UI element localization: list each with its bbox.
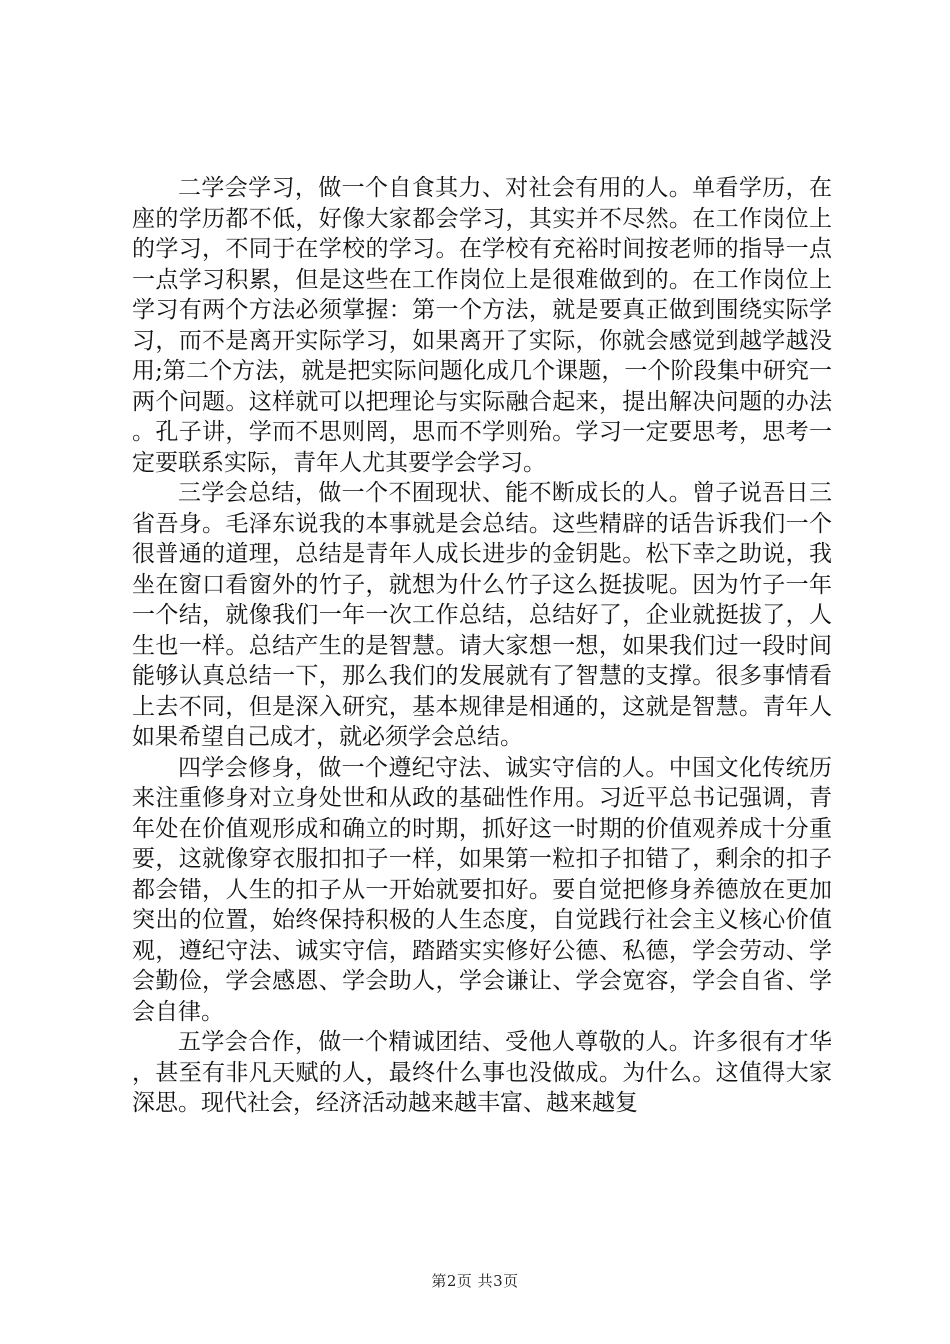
- document-body: [132, 173, 832, 1119]
- paragraph-learning: 二学会学习，做一个自食其力、对社会有用的人。单看学历，在座的学历都不低，好像大家都会学习，其实并不尽然。在工作岗位上的学习，不同于在学校的学习。在学校有充裕时间按老师的指导一点一点学习积累，但是这些在工作岗位上是很难做到的。在工作岗位上学习有两个方法必须掌握：第一个方法，就是要真正做到围绕实际学习，而不是离开实际学习，如果离开了实际，你就会感觉到越学越没用;第二个方法，就是把实际问题化成几个课题，一个阶段集中研究一两个问题。这样就可以把理论与实际融合起来，提出解决问题的办法。孔子讲，学而不思则罔，思而不学则殆。学习一定要思考，思考一定要联系实际，青年人尤其要学会学习。: [132, 175, 832, 476]
- paragraph-cooperation: 五学会合作，做一个精诚团结、受他人尊敬的人。许多很有才华，甚至有非凡天赋的人，最终什么事也没做成。为什么。这值得大家深思。现代社会，经济活动越来越丰富、越来越复: [132, 1029, 832, 1116]
- paragraph-self-cultivation: 四学会修身，做一个遵纪守法、诚实守信的人。中国文化传统历来注重修身对立身处世和从政的基础性作用。习近平总书记强调，青年处在价值观形成和确立的时期，抓好这一时期的价值观养成十分重要，这就像穿衣服扣扣子一样，如果第一粒扣子扣错了，剩余的扣子都会错，人生的扣子从一开始就要扣好。要自觉把修身养德放在更加突出的位置，始终保持积极的人生态度，自觉践行社会主义核心价值观，遵纪守法、诚实守信，踏踏实实修好公德、私德，学会劳动、学会勤俭，学会感恩、学会助人，学会谦让、学会宽容，学会自省、学会自律。: [132, 754, 832, 1025]
- page-number-footer: 第2页 共3页: [431, 1272, 519, 1290]
- paragraph-summary: 三学会总结，做一个不囿现状、能不断成长的人。曾子说吾日三省吾身。毛泽东说我的本事就是会总结。这些精辟的话告诉我们一个很普通的道理，总结是青年人成长进步的金钥匙。松下幸之助说，我坐在窗口看窗外的竹子，就想为什么竹子这么挺拔呢。因为竹子一年一个结，就像我们一年一次工作总结，总结好了，企业就挺拔了，人生也一样。总结产生的是智慧。请大家想一想，如果我们过一段时间能够认真总结一下，那么我们的发展就有了智慧的支撑。很多事情看上去不同，但是深入研究，基本规律是相通的，这就是智慧。青年人如果希望自己成才，就必须学会总结。: [132, 480, 832, 750]
